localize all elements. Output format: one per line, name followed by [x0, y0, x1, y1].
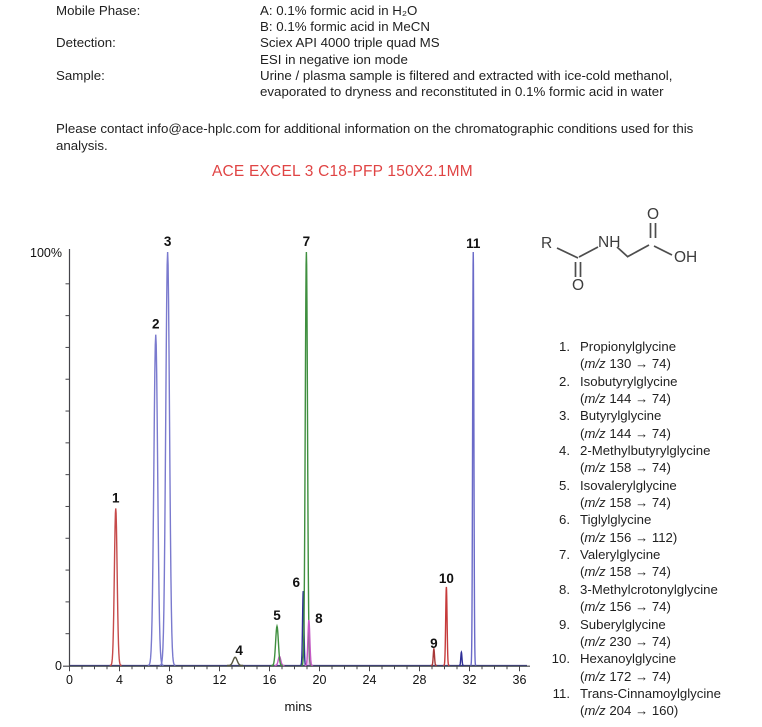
contact-note: Please contact info@ace-hplc.com for additional information on the chromatographic conditions used for this analysis. [56, 121, 694, 153]
compound-item [546, 546, 760, 581]
compound-mz-transition: (m/z 156 → 112) [580, 529, 678, 545]
column-title: ACE EXCEL 3 C18-PFP 150X2.1MM [212, 163, 473, 180]
condition-value: Sciex API 4000 triple quad MS [260, 35, 440, 51]
compound-name: Isovalerylglycine [580, 477, 677, 493]
condition-value: B: 0.1% formic acid in MeCN [260, 19, 430, 35]
compound-mz-transition: (m/z 144 → 74) [580, 425, 671, 441]
structure-nh-label: NH [598, 234, 621, 251]
peak-9-trace [431, 649, 436, 666]
y-axis-label-100: 100% [30, 246, 62, 260]
condition-row [56, 19, 716, 35]
structure-oh-label: OH [674, 249, 698, 266]
compound-number: 4. [559, 443, 570, 459]
peak-3-trace [160, 252, 175, 666]
compound-name: Propionylglycine [580, 339, 677, 354]
x-axis-title: mins [284, 699, 312, 714]
compound-number: 2. [559, 373, 570, 389]
condition-label: Mobile Phase: [56, 3, 141, 18]
x-tick-label: 36 [512, 673, 527, 687]
condition-row [56, 52, 716, 68]
compound-number: 3. [559, 408, 570, 424]
chromatogram-plot [15, 205, 553, 725]
compound-number: 7. [559, 547, 570, 563]
peak-10-trace [444, 587, 449, 666]
compound-number: 1. [559, 339, 570, 354]
compound-item [546, 477, 760, 512]
condition-row [56, 68, 716, 84]
peak-11-trace [471, 252, 476, 666]
condition-label [56, 52, 260, 68]
condition-row [56, 35, 716, 51]
compound-mz-transition: (m/z 144 → 74) [580, 391, 671, 407]
conditions-table [56, 3, 716, 100]
compound-name: Hexanoylglycine [580, 651, 677, 667]
compound-mz-transition: (m/z 158 → 74) [580, 564, 671, 580]
compound-name: Tiglylglycine [580, 512, 652, 528]
x-tick-label: 16 [262, 673, 277, 687]
structure-r-label: R [541, 235, 553, 252]
condition-label [56, 84, 260, 100]
compound-number: 6. [559, 512, 570, 528]
peak-label-11: 11 [466, 236, 481, 251]
compound-item [546, 442, 760, 477]
condition-row [56, 84, 716, 100]
condition-label [56, 19, 260, 35]
compound-name: 2-Methylbutyrylglycine [580, 443, 711, 459]
compound-mz-transition: (m/z 204 → 160) [580, 703, 679, 719]
compound-mz-transition: (m/z 130 → 74) [580, 356, 671, 372]
compound-name: 3-Methylcrotonylglycine [580, 581, 718, 597]
compound-item [546, 581, 760, 616]
compound-name: Butyrylglycine [580, 408, 662, 424]
peak-2-trace [148, 335, 163, 666]
condition-value: Urine / plasma sample is filtered and extracted with ice-cold methanol, [260, 67, 673, 83]
structure-o-top-label: O [646, 206, 660, 223]
peak-4-trace [227, 657, 243, 665]
y-axis-label-0: 0 [55, 659, 62, 673]
peak-1-trace [110, 508, 121, 665]
peak-label-4: 4 [235, 643, 243, 659]
condition-value: ESI in negative ion mode [260, 51, 408, 67]
compound-number: 11. [552, 685, 570, 701]
compound-item [546, 511, 760, 546]
structure-o-bottom-label: O [571, 277, 585, 294]
peak-label-5: 5 [273, 608, 281, 624]
minor-feature-trace [459, 652, 464, 665]
peak-label-6: 6 [292, 575, 301, 591]
compound-number: 9. [559, 616, 570, 632]
compound-name: Valerylglycine [580, 547, 661, 563]
compound-item [546, 650, 760, 685]
compound-item [546, 685, 760, 720]
compound-name: Suberylglycine [580, 616, 666, 632]
compound-item [546, 407, 760, 442]
compound-item [546, 616, 760, 651]
compound-mz-transition: (m/z 158 → 74) [580, 495, 671, 511]
compound-number: 5. [559, 477, 570, 493]
compound-name: Trans-Cinnamoylglycine [580, 685, 721, 701]
compound-mz-transition: (m/z 172 → 74) [580, 668, 671, 684]
compound-item [546, 338, 760, 373]
structure-diagram [520, 198, 750, 333]
condition-row [56, 3, 716, 19]
peak-label-7: 7 [302, 234, 311, 249]
compound-number: 8. [559, 581, 570, 597]
x-tick-label: 20 [312, 673, 327, 687]
peak-label-9: 9 [430, 635, 438, 651]
compound-item [546, 373, 760, 408]
condition-label: Sample: [56, 67, 105, 83]
x-tick-label: 12 [212, 673, 227, 687]
compound-mz-transition: (m/z 158 → 74) [580, 460, 671, 476]
x-tick-label: 28 [412, 673, 427, 687]
compound-mz-transition: (m/z 230 → 74) [580, 633, 671, 649]
peak-label-1: 1 [111, 490, 120, 506]
compound-mz-transition: (m/z 156 → 74) [580, 599, 671, 615]
condition-label: Detection: [56, 35, 116, 51]
compound-name: Isobutyrylglycine [580, 373, 678, 389]
condition-value: A: 0.1% formic acid in H₂O [260, 3, 418, 18]
x-tick-label: 8 [166, 673, 173, 687]
peak-label-2: 2 [151, 316, 160, 332]
x-tick-label: 32 [462, 673, 477, 687]
peak-label-3: 3 [163, 234, 172, 249]
x-tick-label: 24 [362, 673, 377, 687]
compound-number: 10. [551, 651, 570, 667]
peak-label-8: 8 [315, 611, 323, 627]
x-tick-label: 0 [66, 673, 73, 687]
peak-8-trace [305, 620, 313, 665]
compound-list [546, 338, 760, 720]
peak-label-10: 10 [438, 570, 454, 586]
condition-value: evaporated to dryness and reconstituted in 0.1% formic acid in water [260, 84, 664, 100]
x-tick-label: 4 [116, 673, 123, 687]
